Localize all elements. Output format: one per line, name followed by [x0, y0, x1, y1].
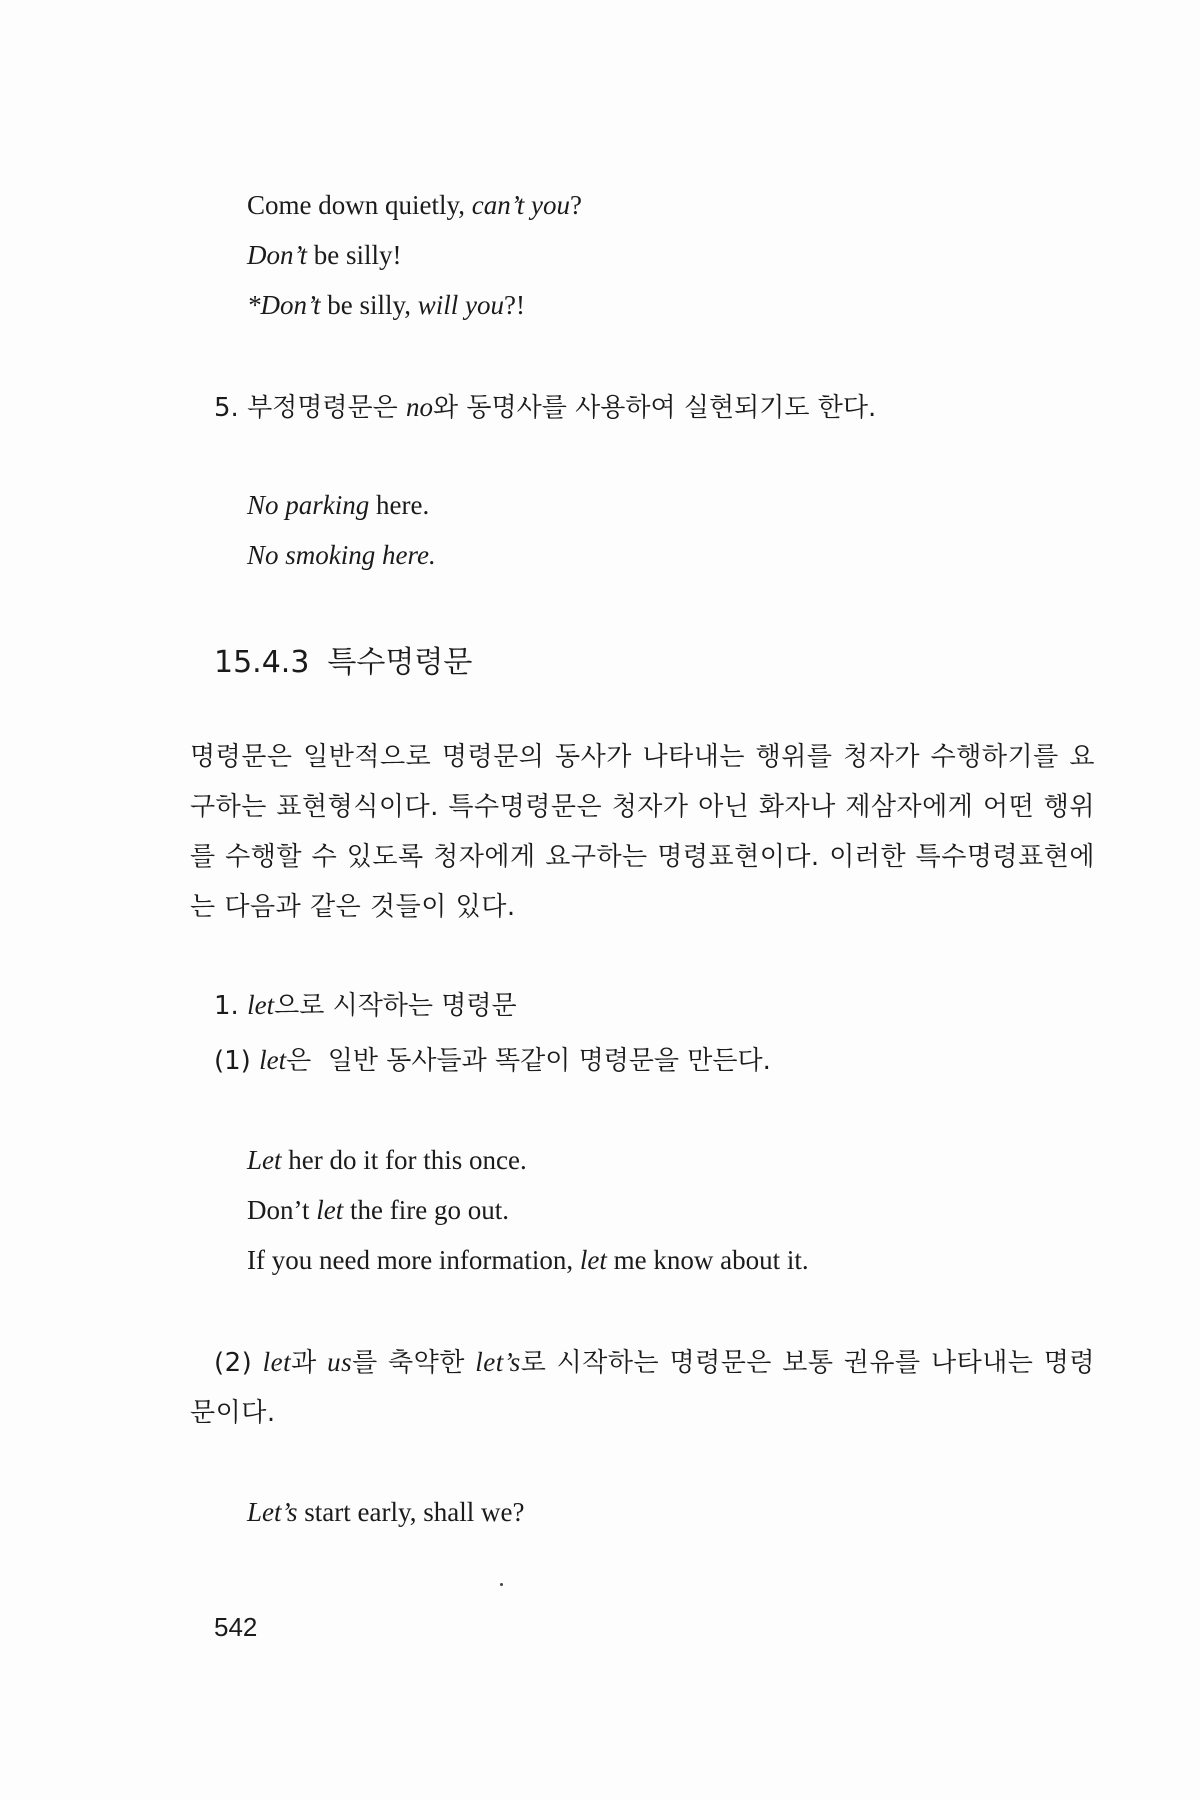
section-title: 특수명령문	[327, 645, 473, 680]
example-text: me know about it.	[606, 1245, 809, 1275]
example-italic: Don’t	[247, 240, 307, 270]
example-line	[247, 1243, 809, 1277]
body-paragraph: 명령문은 일반적으로 명령문의 동사가 나타내는 행위를 청자가 수행하기를 요구하는 표현형식이다. 특수명령문은 청자가 아닌 화자나 제삼자에게 어떤 행위를 수행할 수 있도록 청자에게 요구하는 명령표현이다. 이러한 특수명령표현에는 다음과 같은 것들이 있다.	[190, 742, 1095, 922]
example-line	[247, 238, 402, 272]
item-text: 1.	[214, 991, 248, 1021]
page-number: 542	[214, 1612, 258, 1642]
item-italic: let	[259, 1045, 287, 1075]
example-italic: let	[316, 1195, 344, 1225]
example-italic: will you	[417, 290, 504, 320]
example-italic: let	[579, 1245, 607, 1275]
item-text: (2)	[214, 1348, 263, 1378]
example-text: start early, shall we?	[297, 1497, 525, 1527]
example-line	[247, 188, 582, 222]
list-item-5	[214, 390, 876, 425]
item-italic: us	[327, 1347, 353, 1377]
item-text: 5. 부정명령문은	[214, 393, 407, 423]
example-text: If you need more information,	[247, 1245, 580, 1275]
example-text: be silly!	[307, 240, 402, 270]
example-line	[247, 1495, 524, 1529]
item-text: 로 시작하는 명령문은 보통 권유를 나타내는 명령문이다.	[190, 1348, 1095, 1428]
example-text: the fire go out.	[343, 1195, 509, 1225]
example-text: Don’t	[247, 1195, 317, 1225]
section-number: 15.4.3	[214, 645, 310, 680]
example-italic: Let	[247, 1145, 282, 1175]
item-text: 으로 시작하는 명령문	[274, 991, 517, 1021]
item-text: 와 동명사를 사용하여 실현되기도 한다.	[433, 393, 877, 423]
example-italic: Let’s	[247, 1497, 298, 1527]
example-line	[247, 538, 436, 572]
sub-item-1	[214, 1043, 771, 1078]
example-line	[247, 288, 525, 322]
example-italic: *Don’t	[247, 290, 321, 320]
example-text: Come down quietly,	[247, 190, 472, 220]
item-text: 은 일반 동사들과 똑같이 명령문을 만든다.	[286, 1046, 771, 1076]
item-italic: let’s	[475, 1347, 521, 1377]
example-text: ?!	[504, 290, 525, 320]
item-text: 를 축약한	[352, 1348, 476, 1378]
item-italic: let	[247, 990, 275, 1020]
item-italic: let	[262, 1347, 292, 1377]
example-italic: No smoking here.	[247, 540, 436, 570]
section-heading	[214, 643, 472, 683]
example-text: ?	[569, 190, 582, 220]
item-italic: no	[406, 392, 434, 422]
sub-item-2	[190, 1337, 1095, 1438]
example-line	[247, 488, 429, 522]
example-line	[247, 1143, 527, 1177]
stray-dot	[500, 1583, 503, 1586]
example-text: here.	[369, 490, 430, 520]
example-line	[247, 1193, 509, 1227]
list-item-1	[214, 988, 517, 1023]
example-italic: No parking	[247, 490, 370, 520]
example-text: her do it for this once.	[281, 1145, 527, 1175]
example-text: be silly,	[320, 290, 418, 320]
item-text: 과	[291, 1348, 328, 1378]
item-text: (1)	[214, 1046, 260, 1076]
example-italic: can’t you	[471, 190, 570, 220]
